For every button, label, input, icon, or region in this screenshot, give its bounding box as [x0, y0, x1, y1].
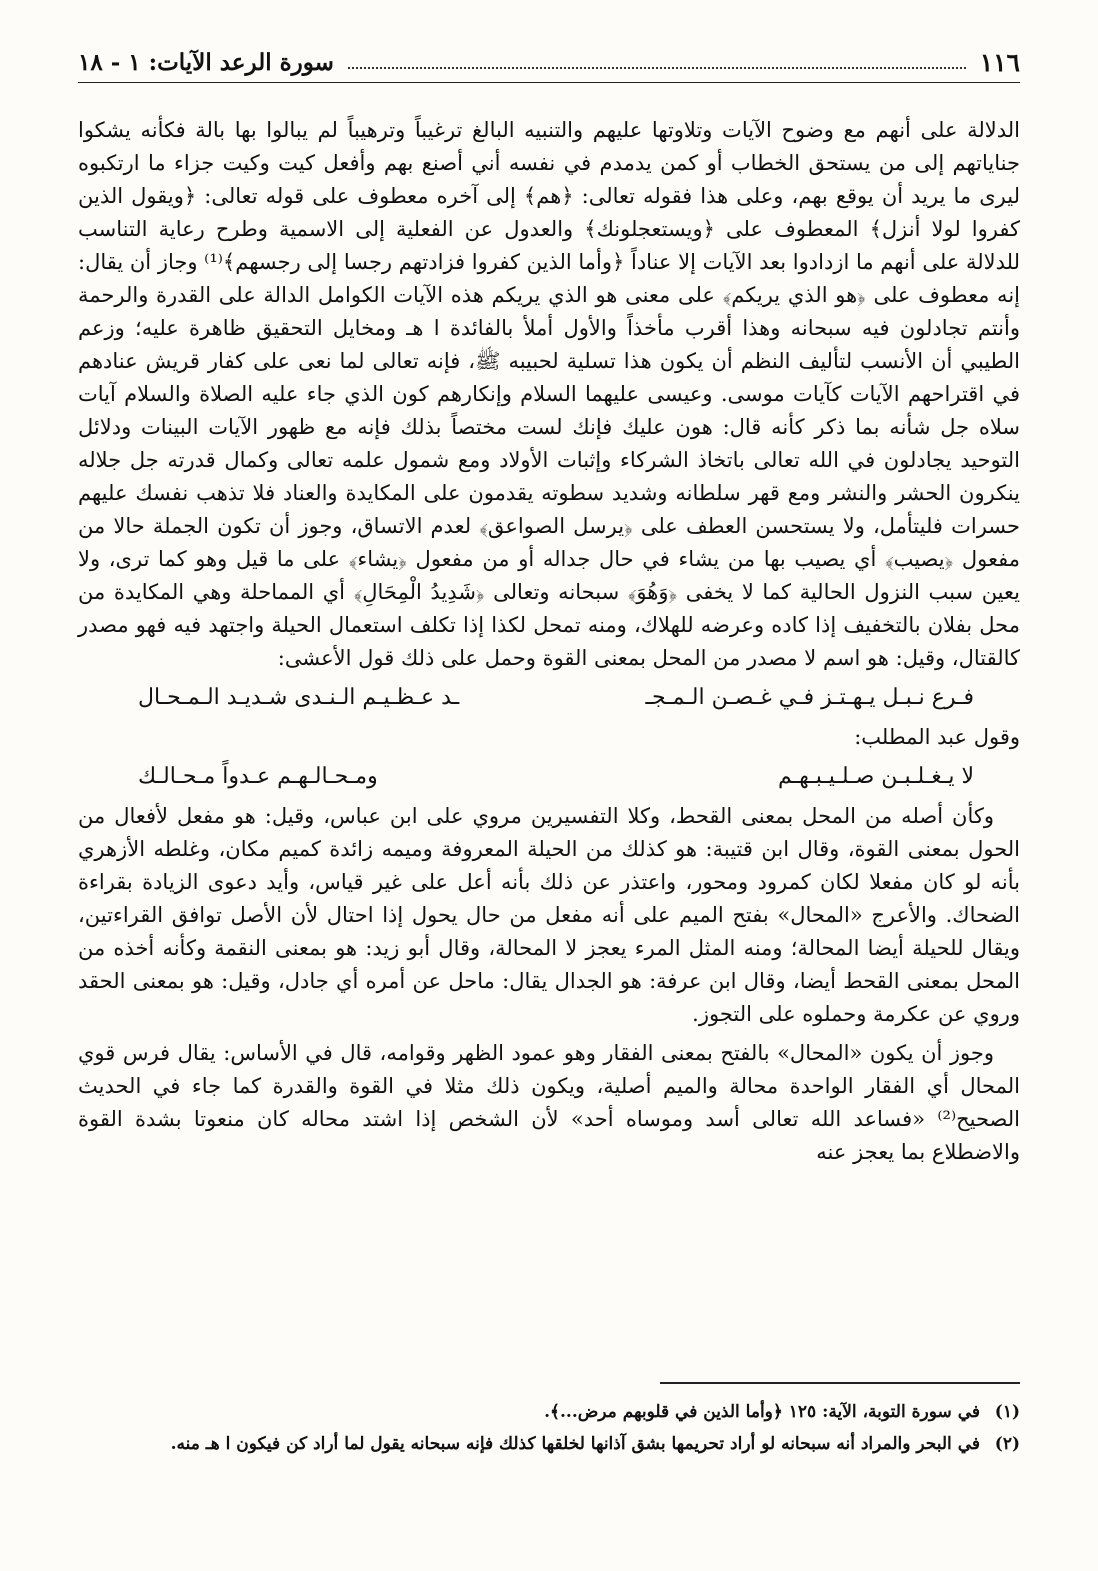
paragraph: الدلالة على أنهم مع وضوح الآيات وتلاوتها عليهم والتنبيه البالغ ترغيباً وترهيباً لم يبالوا بها بالة فكأنه يشكوا جناياتهم إلى من يستحق الخطاب أو كمن يدمدم في نفسه أني أصنع بهم وأفعل كيت وكيت جزاء ما ارتكبوه ليرى ما يريد أن يوقع بهم، وعلى هذا فقوله تعالى: ﴿هم﴾ إلى آخره معطوف على قوله تعالى: ﴿ويقول الذين كفروا لولا أنزل﴾ المعطوف على ﴿ويستعجلونك﴾ والعدول عن الفعلية إلى الاسمية وطرح رعاية التناسب للدلالة على أنهم ما ازدادوا بعد الآيات إلا عناداً ﴿وأما الذين كفروا فزادتهم رجسا إلى رجسهم﴾⁽¹⁾ وجاز أن يقال: إنه معطوف على ﴿هو الذي يريكم﴾ على معنى هو الذي يريكم هذه الآيات الكوامل الدالة على القدرة والرحمة وأنتم تجادلون فيه سبحانه وهذا أقرب مأخذاً والأول أملأ بالفائدة ا هـ ومخايل التحقيق ظاهرة عليه؛ وزعم الطيبي أن الأنسب لتأليف النظم أن يكون هذا تسلية لحبيبه ﷺ، فإنه تعالى لما نعى على كفار قريش عنادهم في اقتراحهم الآيات كآيات موسى. وعيسى عليهما السلام وإنكارهم كون الذي جاء عليه الصلاة والسلام آيات سلاه جل شأنه بما ذكر كأنه قال: هون عليك فإنك لست مختصاً بذلك فإنه مع ظهور الآيات البينات ودلائل التوحيد يجادلون في الله تعالى باتخاذ الشركاء وإثبات الأولاد ومع شمول علمه تعالى وكمال قدرته جل جلاله ينكرون الحشر والنشر ومع قهر سلطانه وشديد سطوته يقدمون على المكايدة والعناد فلا تذهب نفسك عليهم حسرات فليتأمل، ولا يستحسن العطف على ﴿يرسل الصواعق﴾ لعدم الاتساق، وجوز أن تكون الجملة حالا من مفعول ﴿يصيب﴾ أي يصيب بها من يشاء في حال جداله أو من مفعول ﴿يشاء﴾ على ما قيل وهو كما ترى، ولا يعين سبب النزول الحالية كما لا يخفى ﴿وَهُوَ﴾ سبحانه وتعالى ﴿شَدِيدُ الْمِحَالِ﴾ أي المماحلة وهي المكايدة من محل بفلان بالتخفيف إذا كاده وعرضه للهلاك، ومنه تمحل لكذا إذا تكلف استعمال الحيلة واجتهد فيه فهو مصدر كالقتال، وقيل: هو اسم لا مصدر من المحل بمعنى القوة وحمل على ذلك قول الأعشى:	[78, 118, 1020, 670]
verse-second-hemistich: ومـحـالـهـم عـدواً مـحـالـك	[138, 764, 378, 789]
header-dotted-leader	[348, 67, 966, 69]
paragraph: وكأن أصله من المحل بمعنى القحط، وكلا التفسيرين مروي على ابن عباس، وقيل: هو مفعل لأفعال من الحول بمعنى القوة، وقال ابن قتيبة: هو كذلك من الحيلة المعروفة وميمه زائدة كميم مكان، وغلطه الأزهري بأنه لو كان مفعلا لكان كمرود ومحور، واعتذر عن ذلك بأنه أعل على غير قياس، وأيد دعوى الزيادة بقراءة الضحاك. والأعرج «المحال» بفتح الميم على أنه مفعل من حال يحول إذا احتال لأن الأصل توافق القراءتين، ويقال للحيلة أيضا المحالة؛ ومنه المثل المرء يعجز لا المحالة، وقال أبو زيد: هو بمعنى النقمة وكأنه أخذه من المحل بمعنى القحط أيضا، وقال ابن عرفة: هو الجدال يقال: ماحل عن أمره أي جادل، وقيل: هو بمعنى الحقد وروي عن عكرمة وحملوه على التجوز.	[78, 804, 1020, 1026]
poem-intro: وقول عبد المطلب:	[854, 725, 1020, 749]
verse-second-hemistich: ـد عـظـيـم الـنـدى شـديـد الـمـحـال	[138, 685, 460, 710]
footnote	[78, 1396, 1020, 1428]
footnote-separator	[660, 1382, 1020, 1384]
paragraph: وجوز أن يكون «المحال» بالفتح بمعنى الفقار وهو عمود الظهر وقوامه، قال في الأساس: يقال فرس قوي المحال أي الفقار الواحدة محالة والميم أصلية، ويكون ذلك مثلا في القوة والقدرة كما جاء في الحديث الصحيح⁽²⁾ «فساعد الله تعالى أسد وموساه أحد» لأن الشخص إذا اشتد محاله كان منعوتا بشدة القوة والاضطلاع بما يعجز عنه	[78, 1041, 1020, 1164]
main-text	[78, 114, 1020, 1169]
footnote-number: (١)	[994, 1402, 1020, 1422]
page-number: ١١٦	[979, 47, 1020, 77]
verse-first-hemistich: لا يـغـلـبـن صـلـيـبـهـم	[778, 764, 974, 789]
footnote-text: في البحر والمراد أنه سبحانه لو أراد تحريمها بشق آذانها لخلقها كذلك فإنه سبحانه يقول لما أراد كن فيكون ا هـ منه.	[170, 1434, 980, 1454]
footnote-text: في سورة التوبة، الآية: ١٢٥ ﴿وأما الذين في قلوبهم مرض...﴾.	[544, 1402, 980, 1422]
footnote	[78, 1428, 1020, 1460]
poem-verse-2	[78, 758, 1020, 796]
footnote-number: (٢)	[994, 1434, 1020, 1454]
page-header	[78, 42, 1020, 83]
poem-verse-1	[78, 679, 1020, 717]
running-title: سورة الرعد الآيات: ١ - ١٨	[78, 48, 334, 76]
footnotes	[78, 1396, 1020, 1460]
verse-first-hemistich: فـرع نـبـل يـهـتـز فـي غـصـن الـمـجـ	[645, 685, 974, 710]
